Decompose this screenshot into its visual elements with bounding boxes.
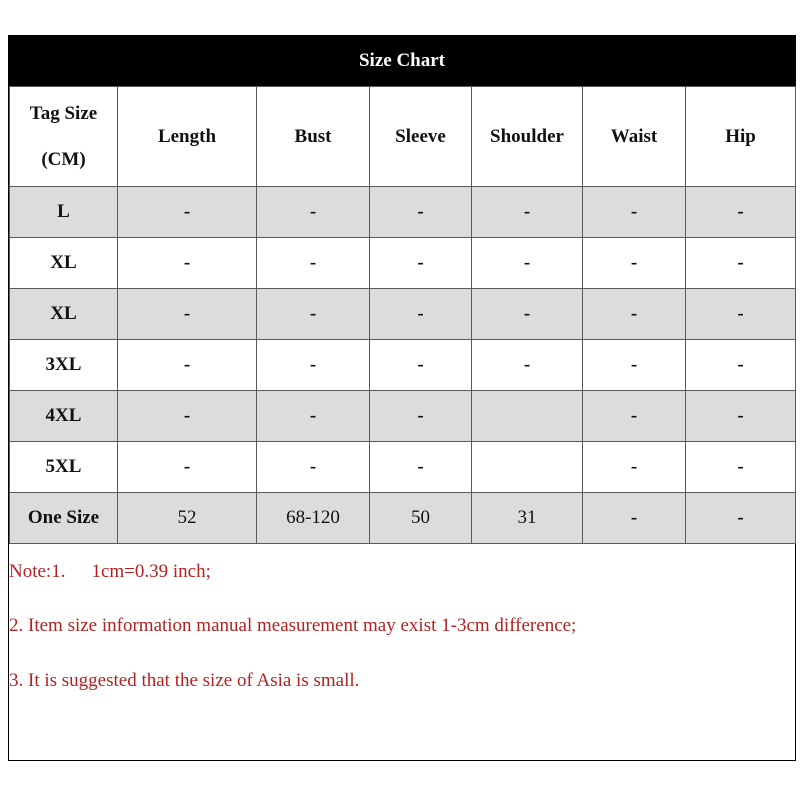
shoulder-cell <box>472 391 583 442</box>
waist-cell: - <box>583 493 686 544</box>
table-row <box>10 289 796 340</box>
length-cell: - <box>118 238 257 289</box>
column-header-shoulder: Shoulder <box>472 87 583 187</box>
note-1 <box>9 561 211 583</box>
note-1-text: 1cm=0.39 inch; <box>91 561 211 582</box>
size-table <box>9 86 796 544</box>
tag-size-cell: One Size <box>10 493 118 544</box>
column-header-waist: Waist <box>583 87 686 187</box>
sleeve-cell: - <box>370 289 472 340</box>
size-chart-title: Size Chart <box>9 36 795 86</box>
sleeve-cell: 50 <box>370 493 472 544</box>
size-chart-frame <box>8 35 796 761</box>
bust-cell: - <box>257 340 370 391</box>
column-header-length: Length <box>118 87 257 187</box>
hip-cell: - <box>686 493 796 544</box>
hip-cell: - <box>686 391 796 442</box>
shoulder-cell: - <box>472 289 583 340</box>
bust-cell: - <box>257 289 370 340</box>
sleeve-cell: - <box>370 391 472 442</box>
tag-size-cell: L <box>10 187 118 238</box>
sleeve-cell: - <box>370 340 472 391</box>
table-row <box>10 340 796 391</box>
shoulder-cell: - <box>472 238 583 289</box>
tag-size-cell: XL <box>10 238 118 289</box>
shoulder-cell: - <box>472 340 583 391</box>
shoulder-cell <box>472 442 583 493</box>
waist-cell: - <box>583 238 686 289</box>
waist-cell: - <box>583 391 686 442</box>
tag-size-cell: XL <box>10 289 118 340</box>
tag-size-cell: 5XL <box>10 442 118 493</box>
bust-cell: - <box>257 187 370 238</box>
bust-cell: - <box>257 238 370 289</box>
bust-cell: - <box>257 391 370 442</box>
note-2: 2. Item size information manual measurement may exist 1-3cm difference; <box>9 615 577 636</box>
length-cell: - <box>118 187 257 238</box>
tag-size-unit: (CM) <box>41 148 86 170</box>
waist-cell: - <box>583 187 686 238</box>
shoulder-cell: 31 <box>472 493 583 544</box>
column-header-bust: Bust <box>257 87 370 187</box>
table-row <box>10 391 796 442</box>
sleeve-cell: - <box>370 187 472 238</box>
sleeve-cell: - <box>370 442 472 493</box>
column-header-sleeve: Sleeve <box>370 87 472 187</box>
column-header-hip: Hip <box>686 87 796 187</box>
length-cell: - <box>118 289 257 340</box>
table-row <box>10 442 796 493</box>
note-1-prefix: Note:1. <box>9 561 66 582</box>
hip-cell: - <box>686 187 796 238</box>
column-header-tag-size <box>10 87 118 187</box>
tag-size-label: Tag Size <box>29 102 98 124</box>
tag-size-cell: 4XL <box>10 391 118 442</box>
hip-cell: - <box>686 289 796 340</box>
tag-size-cell: 3XL <box>10 340 118 391</box>
table-row <box>10 238 796 289</box>
length-cell: 52 <box>118 493 257 544</box>
hip-cell: - <box>686 238 796 289</box>
table-body <box>10 187 796 544</box>
length-cell: - <box>118 391 257 442</box>
waist-cell: - <box>583 340 686 391</box>
shoulder-cell: - <box>472 187 583 238</box>
length-cell: - <box>118 340 257 391</box>
waist-cell: - <box>583 442 686 493</box>
length-cell: - <box>118 442 257 493</box>
hip-cell: - <box>686 442 796 493</box>
hip-cell: - <box>686 340 796 391</box>
table-row <box>10 493 796 544</box>
table-header-row <box>10 87 796 187</box>
bust-cell: 68-120 <box>257 493 370 544</box>
bust-cell: - <box>257 442 370 493</box>
waist-cell: - <box>583 289 686 340</box>
sleeve-cell: - <box>370 238 472 289</box>
note-3: 3. It is suggested that the size of Asia is small. <box>9 670 360 691</box>
table-row <box>10 187 796 238</box>
